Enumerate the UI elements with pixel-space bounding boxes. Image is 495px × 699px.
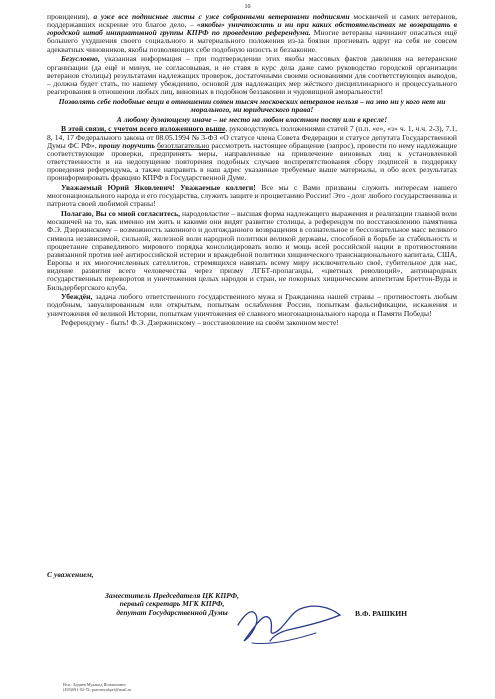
text-run: В этой связи, с учетом всего изложенного выше: [61, 124, 226, 134]
text-run: Полагаю, Вы со мной согласитесь,: [61, 209, 180, 219]
closing-regards: С уважением,: [47, 570, 94, 579]
position-line: депутат Государственной Думы: [116, 607, 228, 617]
text-run: Многие ветераны начинают опасаться ещё большего ухудшения своего социального и материального положения из-за боязни прогневать вдруг на себя не совсем адекватных чиновников, якобы позволяющих себе подобную низость и беззаконие.: [47, 28, 458, 54]
text-run: прошу поручить: [98, 140, 156, 150]
text-run: Уважаемый Юрий Яковлевич! Уважаемые коллеги!: [61, 183, 256, 193]
text-run: рассмотреть настоящее обращение (запрос), провести по нему надлежащие соответствующие проверки, предпринять меры, направленные на привлечение виновных лиц к установленной ответственности и на недопущение повторения подобных случаев воспрепятствования сбору подписей в поддержку проведения референдума, а также направить в наш адрес указанные требуемые выше материалы, и обо всех результатах проинформировать фракцию КПРФ в Государственной Думе.: [47, 140, 457, 183]
text-run: А любому думающему иначе – не место на любом властном посту или в кресле!: [116, 114, 388, 124]
footer-line: Исп.: Бодяев Муханед Исмаилович: [63, 682, 126, 687]
position-line: Заместитель Председателя ЦК КПРФ,: [104, 591, 240, 600]
page-number: 10: [244, 4, 251, 10]
text-run: Позволять себе подобные вещи в отношении сотен тысяч московских ветеранов нельзя – на это ни у кого нет ни морального, ни юридического права!: [58, 96, 446, 114]
position-line: первый секретарь МГК КПРФ,: [119, 599, 225, 609]
text-run: безотлагательно: [157, 140, 210, 150]
handwritten-signature: [230, 585, 350, 655]
footer-line: (495)691-02-72; pravomoskprf@mail.ru: [63, 687, 132, 692]
text-run: провидения),: [47, 12, 94, 21]
text-run: Все мы с Вами призваны служить интересам нашего многонационального народа и его государства, служить защите и процветанию России! Это - долг любого государственника и патриота своей любимой страны!: [47, 183, 457, 209]
text-run: задача любого ответственного государственного мужа и Гражданина нашей страны – противостоять любым подобным, завуалированным или открытым, попыткам ослабления России, попыткам фальсификации, искажения и уничтожения её великой Истории, попыткам уничтожения её славного многонационального народа и Памяти Победы!: [47, 292, 457, 318]
signer-name: В.Ф. РАШКИН: [355, 609, 408, 618]
text-run: Безусловно,: [61, 54, 100, 64]
executor-footer: [63, 682, 131, 692]
text-run: указанная информация – при подтверждении этих якобы массовых фактов давления на ветеранские организации (да ещё и минуя, не согласовывая, и не ставя в курс дела даже само руководство городской организации ветеранов столицы) результатами надлежащих проверок, достаточными своими основаниями для соответствующих выводов, – должна будет стать, по нашему убеждению, основой для надлежащих мер жёсткого дисциплинарного и процессуального реагирования в отношении любых лиц, виновных в подобном беззаконии и чудовищной аморальности!: [47, 54, 457, 96]
text-run: народовластие – высшая форма надлежащего выражения и реализации главной воли москвичей на то, как именно им жить и какими они видят развитие столицы, а референдум по восстановлению памятника Ф.Э. Дзержинскому – возможность законного и долгожданного возвращения в сознательное и бессознательное масс великого символа независимой, сильной, железной воли народной политики великой державы, способной в борьбе за стабильность и процветание справедливого мирового порядка консолидировать волю и мощь всей российской нации в противостоянии развязанной против неё антироссийской истерии и враждебной политики хищнического транснационального капитала, США, Европы и их многочисленных сателлитов, стремящихся навязать всему миру исключительно своё, губительное для нас, видение развития всего человечества через призму ЛГБТ-пропаганды, «цветных революций», антинародных государственных переворотов и уничтожения целых народов и стран, не покорных хищническим аппетитам Бреттон-Вуда и Бильдербергского клуба.: [47, 209, 457, 292]
text-run: Убеждён,: [61, 292, 93, 302]
text-run: Референдуму - быть! Ф.Э. Дзержинскому – восстановление на своём законном месте!: [61, 318, 339, 328]
text-run: москвичей и самих ветеранов, поддержавших искренне это благое дело, –: [47, 12, 457, 30]
text-run: «якобы» уничтожить и ни при каких обстоятельствах не возвращать в городской штаб инициативной группы КПРФ по проведению референдума.: [47, 20, 457, 38]
text-run: а уже все подписные листы с уже собранными ветеранами подписями: [93, 12, 350, 21]
text-run: , руководствуясь положениями статей 7 (п.п. «е», «з» ч. 1, ч.ч. 2-3), 7.1, 8, 14, 17 Федерального закона от 08.05.1994 № 3-ФЗ «О статусе члена Совета Федерации и статусе депутата Государственной Думы ФС РФ»,: [47, 124, 457, 150]
